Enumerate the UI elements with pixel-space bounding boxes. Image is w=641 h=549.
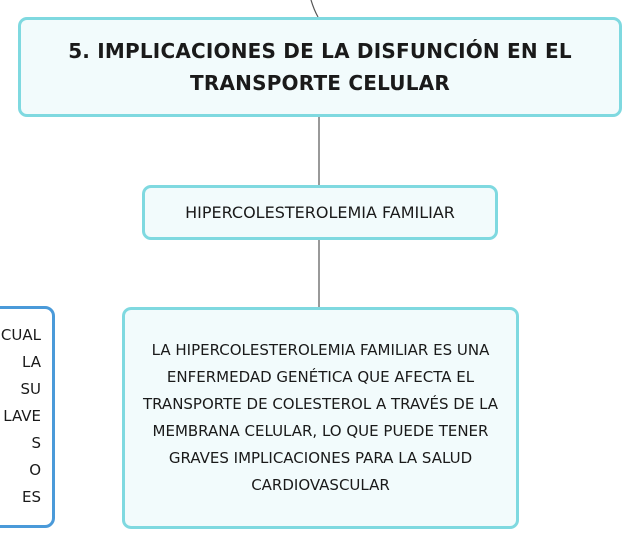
partial-line: SU <box>20 380 41 398</box>
partial-line: S <box>31 434 41 452</box>
description-node-text: LA HIPERCOLESTEROLEMIA FAMILIAR ES UNA ENFERMEDAD GENÉTICA QUE AFECTA EL TRANSPORTE DE COLESTEROL A TRAVÉS DE LA MEMBRANA CELULAR, LO QUE PUEDE TENER GRAVES IMPLICACIONES PARA LA SALUD CARDIOVASCULAR <box>142 341 499 494</box>
partial-line: LA <box>22 353 41 371</box>
partial-node-text <box>1 322 41 511</box>
partial-line: CUAL <box>0 326 41 344</box>
title-node[interactable] <box>18 17 622 117</box>
partial-node-left[interactable] <box>0 306 55 528</box>
partial-line: LAVE <box>3 407 41 425</box>
connector-top <box>311 0 318 17</box>
title-node-text: 5. IMPLICACIONES DE LA DISFUNCIÓN EN EL TRANSPORTE CELULAR <box>68 39 572 95</box>
partial-line: O <box>29 461 41 479</box>
description-node[interactable] <box>122 307 519 529</box>
partial-line: ES <box>22 488 41 506</box>
subtopic-node-text: HIPERCOLESTEROLEMIA FAMILIAR <box>185 203 455 222</box>
subtopic-node[interactable] <box>142 185 498 240</box>
